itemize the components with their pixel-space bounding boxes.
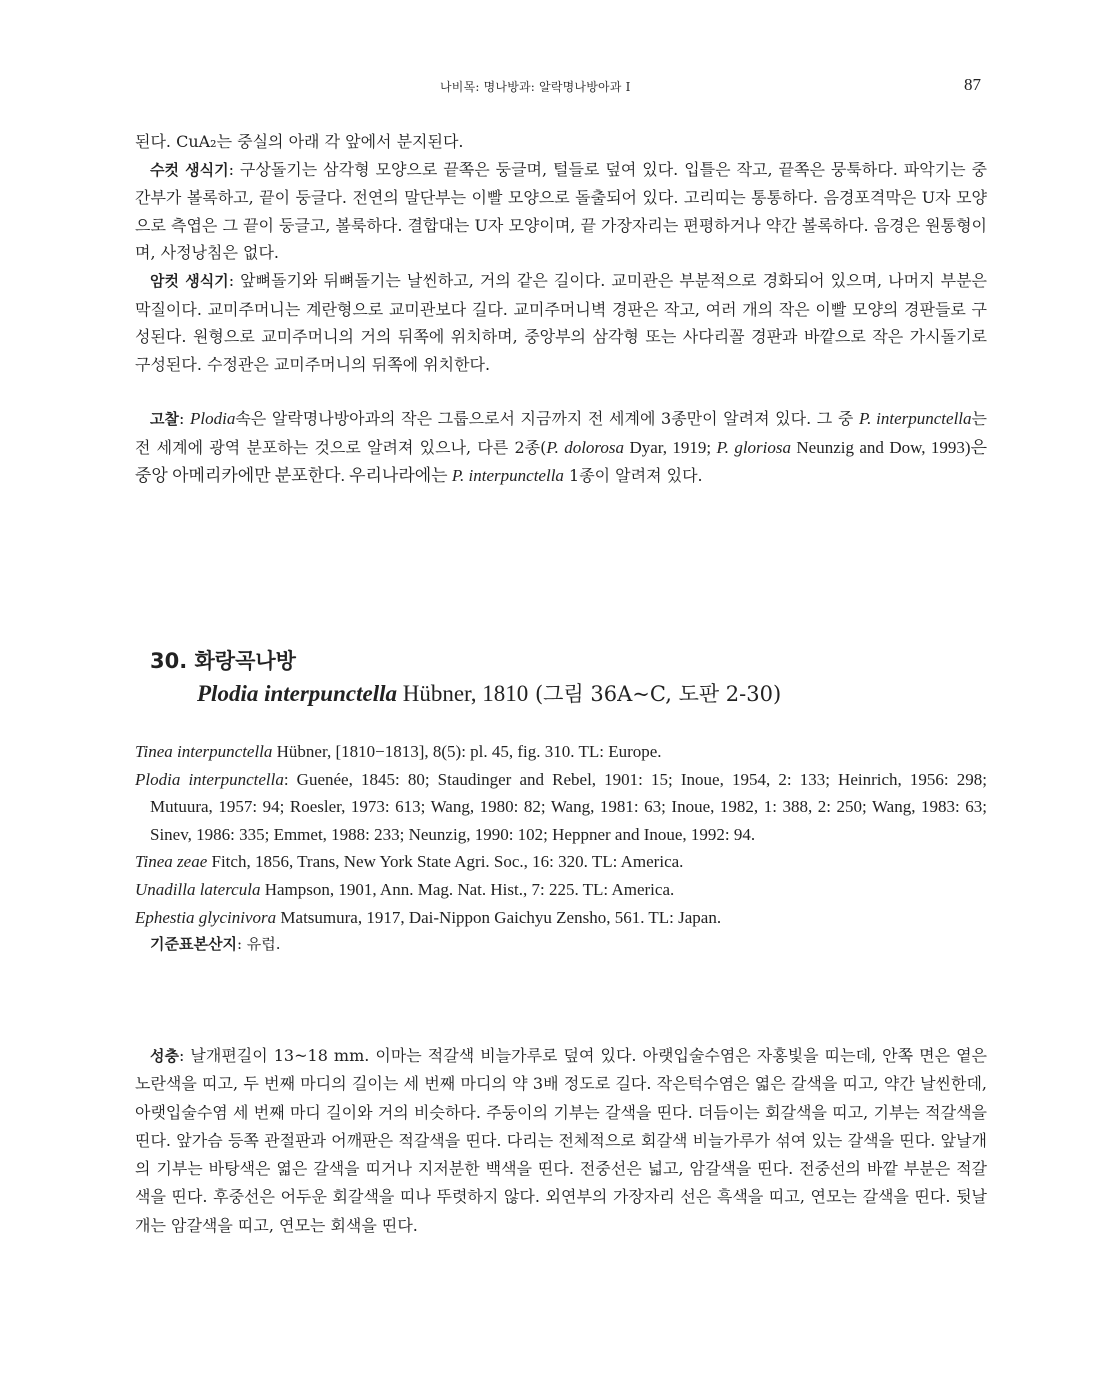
remarks-text-2: 속은 알락명나방아과의 작은 그룹으로서 지금까지 전 세계에 3종만이 알려져 있다. 그 중 (235, 409, 859, 429)
remarks-paragraph (135, 405, 987, 489)
synonym-citation: Fitch, 1856, Trans, New York State Agri. Soc., 16: 320. TL: America. (207, 852, 684, 872)
species-subheading (197, 678, 781, 708)
type-locality-text: : 유럽. (236, 935, 281, 954)
female-genitalia-paragraph (135, 267, 987, 378)
male-genitalia-text: : 구상돌기는 삼각형 모양으로 끝쪽은 둥글며, 털들로 덮여 있다. 입틀은 작고, 끝쪽은 뭉툭하다. 파악기는 중간부가 볼록하고, 끝이 둥글다. 전연의 말단부는 이빨 모양으로 돌출되어 있다. 고리띠는 통통하다. 음경포격막은 U자 모양으로 측엽은 그 끝이 둥글고, 볼룩하다. 결합대는 U자 모양이며, 끝 가장자리는 편평하거나 약간 볼록하다. 음경은 원통형이며, 사정낭침은 없다. (135, 159, 988, 263)
synonym-name: Tinea interpunctella (135, 742, 273, 761)
synonym-name: Unadilla latercula (135, 879, 261, 899)
remarks-text-3: 는 전 세계에 광역 분포하는 것으로 알려져 있으나, 다른 2종( (135, 409, 987, 457)
species-author: Hübner, 1810 (396, 681, 529, 706)
remarks-text-6: 1종이 알려져 있다. (563, 465, 703, 485)
remarks-species-3: P. gloriosa (716, 437, 792, 457)
running-head: 나비목: 명나방과: 알락명나방아과 I (440, 80, 631, 94)
synonym-entry (135, 848, 987, 876)
remarks-text-5: Neunzig and Dow, 1993)은 중앙 아메리카에만 분포한다. 우리나라에는 (135, 437, 988, 485)
male-genitalia-paragraph (135, 156, 987, 267)
synonym-entry (135, 766, 987, 849)
female-genitalia-label: 암컷 생식기 (150, 271, 229, 290)
species-figure-refs: (그림 36A~C, 도판 2-30) (528, 682, 782, 706)
synonym-name: Plodia interpunctella (135, 769, 284, 789)
synonym-entry (135, 904, 987, 932)
synonym-name: Tinea zeae (135, 852, 208, 872)
species-scientific-name: Plodia interpunctella (197, 681, 397, 706)
synonym-citation: Hübner, [1810−1813], 8(5): pl. 45, fig. 310. TL: Europe. (272, 742, 662, 761)
adult-label: 성충 (150, 1047, 179, 1065)
male-genitalia-label: 수컷 생식기 (150, 160, 229, 179)
paragraph-gap (135, 378, 987, 405)
synonym-citation: : Guenée, 1845: 80; Staudinger and Rebel, 1901: 15; Inoue, 1954, 2: 133; Heinrich, 1956: 298; Mutuura, 1957: 94; Roesler, 1973: 613; Wang, 1980: 82; Wang, 1981: 63; Inoue, 1982, 1: 388, 2: 250; Wang, 1983: 63; Sinev, 1986: 335; Emmet, 1988: 233; Neunzig, 1990: 102; Heppner and Inoue, 1992: 94. (150, 769, 987, 844)
adult-paragraph (135, 1042, 987, 1240)
synonym-citation: Hampson, 1901, Ann. Mag. Nat. Hist., 7: 225. TL: America. (260, 879, 675, 899)
female-genitalia-text: : 앞뼈돌기와 뒤뼈돌기는 날씬하고, 거의 같은 길이다. 교미관은 부분적으로 경화되어 있으며, 나머지 부분은 막질이다. 교미주머니는 계란형으로 교미관보다 길다. 교미주머니벽 경판은 작고, 여러 개의 작은 이빨 모양의 경판들로 구성된다. 원형으로 교미주머니의 거의 뒤쪽에 위치하며, 중앙부의 삼각형 또는 사다리꼴 경판과 바깥으로 작은 가시돌기로 구성된다. 수정관은 교미주머니의 뒤쪽에 위치한다. (135, 270, 987, 374)
wing-venation-text: 된다. CuA₂는 중실의 아래 각 앞에서 분지된다. (135, 132, 464, 151)
adult-text: : 날개편길이 13~18 mm. 이마는 적갈색 비늘가루로 덮여 있다. 아랫입술수염은 자홍빛을 띠는데, 안쪽 면은 옅은 노란색을 띠고, 두 번째 마디의 길이는 세 번째 마디의 약 3배 정도로 길다. 작은턱수염은 엷은 갈색을 띠고, 약간 날씬한데, 아랫입술수염 세 번째 마디 길이와 거의 비슷하다. 주둥이의 기부는 갈색을 띤다. 더듬이는 회갈색을 띠고, 기부는 적갈색을 띤다. 앞가슴 등쪽 관절판과 어깨판은 적갈색을 띤다. 다리는 전체적으로 회갈색 비늘가루가 섞여 있는 갈색을 띤다. 앞날개의 기부는 바탕색은 엷은 갈색을 띠거나 지저분한 백색을 띤다. 전중선은 넓고, 암갈색을 띤다. 전중선의 바깥 부분은 적갈색을 띤다. 후중선은 어두운 회갈색을 띠나 뚜렷하지 않다. 외연부의 가장자리 선은 흑색을 띠고, 연모는 갈색을 띤다. 뒷날개는 암갈색을 띠고, 연모는 회색을 띤다. (135, 1046, 987, 1235)
type-locality-label: 기준표본산지 (150, 935, 237, 954)
remarks-species-2: P. dolorosa (546, 437, 625, 457)
synonym-citation: Matsumura, 1917, Dai-Nippon Gaichyu Zensho, 561. TL: Japan. (276, 907, 722, 927)
remarks-species-1: P. interpunctella (858, 409, 972, 429)
page-number: 87 (964, 75, 981, 94)
synonym-entry (135, 738, 987, 766)
adult-description-section (135, 1042, 987, 1240)
remarks-text-1: : (178, 409, 190, 429)
remarks-label: 고찰 (150, 410, 179, 429)
synonym-entry (135, 876, 987, 904)
remarks-genus: Plodia (190, 409, 236, 429)
remarks-species-4: P. interpunctella (451, 465, 564, 485)
species-heading: 30. 화랑곡나방 (150, 649, 296, 673)
type-locality (135, 931, 987, 959)
synonym-name: Ephestia glycinivora (135, 907, 277, 927)
synonymy-list (135, 738, 987, 959)
description-section (135, 128, 987, 489)
remarks-text-4: Dyar, 1919; (624, 437, 717, 457)
